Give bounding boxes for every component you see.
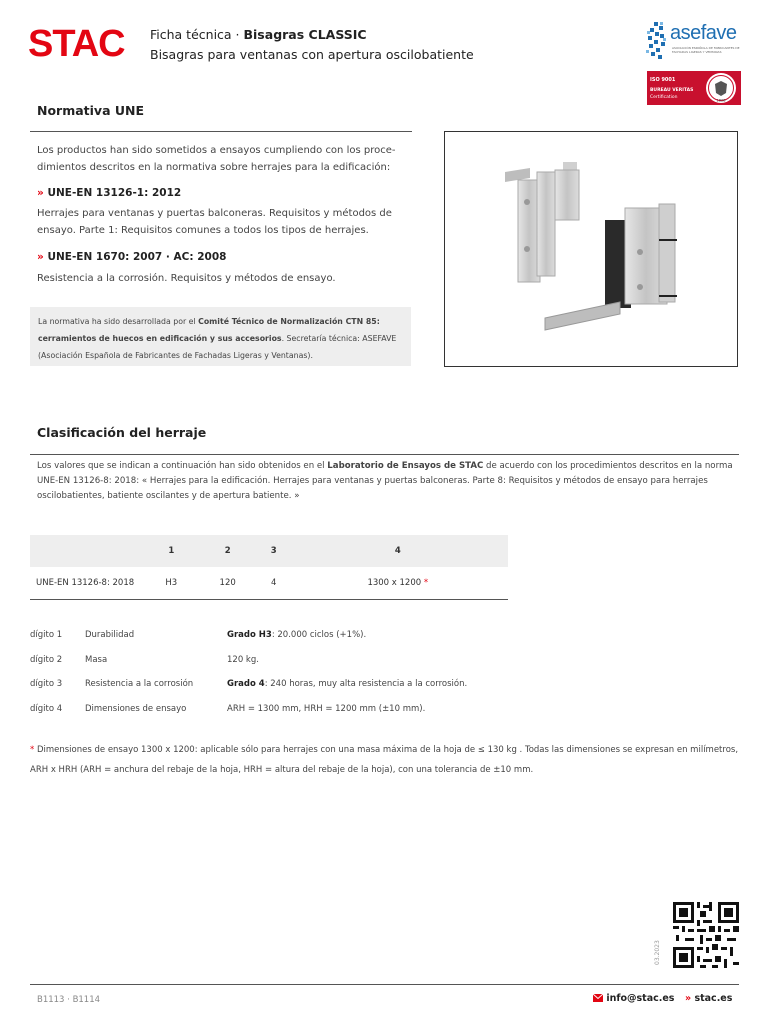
standard-2-title: » UNE-EN 1670: 2007 · AC: 2008: [37, 251, 227, 263]
product-codes: B1113 · B1114: [37, 995, 101, 1005]
digit-1-label: dígito 1: [30, 630, 63, 640]
digit-2-name: Masa: [85, 655, 108, 665]
table-cell: UNE-EN 13126-8: 2018: [30, 567, 147, 600]
clasificacion-heading: Clasificación del herraje: [37, 425, 207, 440]
qr-code-icon: [673, 902, 739, 968]
digit-4-label: dígito 4: [30, 704, 63, 714]
cert-seal-year: 1828: [716, 98, 726, 103]
revision-date: 03.2023: [654, 940, 661, 965]
asefave-logo: [646, 20, 742, 64]
table-header-cell: 3: [260, 535, 288, 567]
iso-certification-badge: [647, 71, 741, 105]
table-cell: 120: [196, 567, 260, 600]
normativa-rule: [30, 131, 412, 132]
digit-1-name: Durabilidad: [85, 630, 135, 640]
dimension-footnote: * Dimensiones de ensayo 1300 x 1200: aplicable sólo para herrajes con una masa máxima de la hoja de ≤ 130 kg . Todas las dimensiones se expresan en milímetros, ARH x HRH (ARH = anchura del rebaje de la hoja, HRH = altura del rebaje de la hoja), con una tolerancia de ±10 mm.: [30, 745, 739, 775]
mail-icon: [593, 994, 603, 1002]
doc-subtitle: Bisagras para ventanas con apertura oscilobatiente: [150, 47, 474, 62]
qr-code[interactable]: [673, 902, 739, 968]
normativa-heading: Normativa UNE: [37, 103, 145, 118]
table-row: [30, 567, 508, 600]
asefave-wordmark: asefave: [670, 22, 737, 44]
normativa-intro: Los productos han sido sometidos a ensayos cumpliendo con los proce- dimientos descritos en la normativa sobre herrajes para la edificación:: [37, 145, 396, 173]
digit-2-label: dígito 2: [30, 655, 63, 665]
table-cell: 1300 x 1200 *: [288, 567, 508, 600]
digit-4-name: Dimensiones de ensayo: [85, 704, 187, 714]
stac-logo: STAC: [28, 23, 125, 65]
hinge-illustration: [445, 132, 737, 366]
digit-4-value: ARH = 1300 mm, HRH = 1200 mm (±10 mm).: [227, 704, 426, 714]
table-header-cell: [30, 535, 147, 567]
table-header-cell: 2: [196, 535, 260, 567]
bureau-veritas-seal-icon: [705, 72, 737, 104]
asefave-mark-icon: [646, 22, 668, 62]
table-header-cell: 4: [288, 535, 508, 567]
standard-1-title: » UNE-EN 13126-1: 2012: [37, 187, 182, 199]
table-cell: 4: [260, 567, 288, 600]
chevron-right-icon: »: [685, 993, 692, 1004]
product-image: [444, 131, 738, 367]
cert-type-label: Certification: [650, 95, 678, 100]
asefave-tagline: ASOCIACIÓN ESPAÑOLA DE FABRICANTES DE FACHADAS LIGERAS Y VENTANAS: [672, 46, 740, 54]
table-cell: H3: [147, 567, 196, 600]
standard-1-description: Herrajes para ventanas y puertas balconeras. Requisitos y métodos de ensayo. Parte 1: Requisitos comunes a todos los tipos de herrajes.: [37, 208, 392, 236]
footer-rule: [30, 984, 739, 985]
table-header-cell: 1: [147, 535, 196, 567]
classification-table: [30, 535, 508, 600]
doc-title: Ficha técnica · Bisagras CLASSIC: [150, 27, 367, 42]
digit-1-value: Grado H3: 20.000 ciclos (+1%).: [227, 630, 367, 640]
normativa-note: La normativa ha sido desarrollada por el Comité Técnico de Normalización CTN 85: cerramientos de huecos en edificación y sus accesorios. Secretaría técnica: ASEFAVE (Asociación Española de Fabricantes de Fachadas Ligeras y Ventanas).: [30, 307, 411, 366]
website-link[interactable]: » stac.es: [685, 993, 733, 1004]
table-header-row: [30, 535, 508, 567]
digit-3-label: dígito 3: [30, 679, 63, 689]
digit-3-name: Resistencia a la corrosión: [85, 679, 194, 689]
email-link[interactable]: info@stac.es: [593, 993, 674, 1004]
digit-3-value: Grado 4: 240 horas, muy alta resistencia a la corrosión.: [227, 679, 468, 689]
standard-2-description: Resistencia a la corrosión. Requisitos y métodos de ensayo.: [37, 273, 336, 284]
digit-2-value: 120 kg.: [227, 655, 259, 665]
cert-iso-label: ISO 9001: [650, 77, 676, 83]
cert-org-label: BUREAU VERITAS: [650, 88, 694, 93]
clasificacion-rule: [30, 454, 739, 455]
clasificacion-intro: Los valores que se indican a continuación han sido obtenidos en el Laboratorio de Ensayos de STAC de acuerdo con los procedimientos descritos en la norma UNE-EN 13126-8: 2018: « Herrajes para la edificación. Herrajes para ventanas y puertas balconeras. Parte 8: Requisitos y métodos de ensayo para herrajes oscilobatientes, batiente oscilantes y de apertura batiente. »: [37, 461, 733, 501]
